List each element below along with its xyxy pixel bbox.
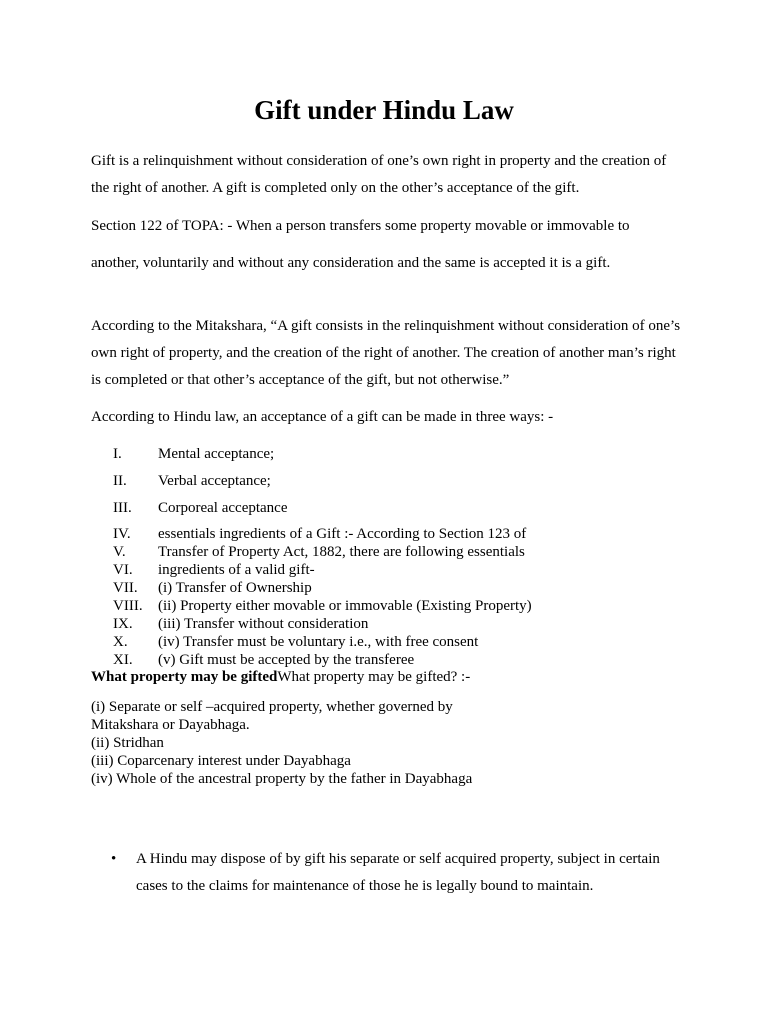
list-number: VI. — [113, 562, 133, 578]
list-text: Transfer of Property Act, 1882, there are following essentials — [158, 544, 525, 560]
property-heading-bold: What property may be gifted — [91, 669, 278, 685]
list-number: II. — [113, 473, 127, 489]
list-text: essentials ingredients of a Gift :- According to Section 123 of — [158, 526, 527, 542]
property-heading — [91, 668, 470, 686]
bullet-text: A Hindu may dispose of by gift his separate or self acquired property, subject in certain cases to the claims for maintenance of those he is legally bound to maintain. — [136, 851, 660, 894]
list-text: (iv) Transfer must be voluntary i.e., with free consent — [158, 634, 479, 650]
mitakshara-paragraph: According to the Mitakshara, “A gift consists in the relinquishment without consideration of one’s own right of property, and the creation of the right of another. The creation of another man’s right is completed or that other’s acceptance of the gift, but not otherwise.” — [91, 318, 681, 388]
list-text: Mental acceptance; — [158, 446, 275, 462]
list-text: (ii) Property either movable or immovable (Existing Property) — [158, 598, 532, 614]
list-number: V. — [113, 544, 126, 560]
property-line: (i) Separate or self –acquired property, whether governed by — [91, 699, 453, 715]
list-number: XI. — [113, 652, 133, 668]
property-line: (ii) Stridhan — [91, 735, 164, 751]
list-text: (v) Gift must be accepted by the transferee — [158, 652, 415, 668]
list-number: VII. — [113, 580, 138, 596]
page-title: Gift under Hindu Law — [254, 95, 514, 125]
intro-paragraph: Gift is a relinquishment without consideration of one’s own right in property and the creation of the right of another. A gift is completed only on the other’s acceptance of the gift. — [91, 153, 667, 196]
property-line: (iv) Whole of the ancestral property by the father in Dayabhaga — [91, 771, 473, 787]
list-number: I. — [113, 446, 122, 462]
list-text: (iii) Transfer without consideration — [158, 616, 369, 632]
property-line: Mitakshara or Dayabhaga. — [91, 717, 250, 733]
list-number: IX. — [113, 616, 133, 632]
list-text: Corporeal acceptance — [158, 500, 288, 516]
property-heading-rest: What property may be gifted? :- — [277, 669, 471, 685]
acceptance-intro: According to Hindu law, an acceptance of a gift can be made in three ways: - — [91, 409, 554, 425]
list-number: X. — [113, 634, 128, 650]
list-text: Verbal acceptance; — [158, 473, 271, 489]
list-text: (i) Transfer of Ownership — [158, 580, 312, 596]
list-text: ingredients of a valid gift- — [158, 562, 315, 578]
section-122-line-1: Section 122 of TOPA: - When a person transfers some property movable or immovable to — [91, 218, 630, 234]
section-122-line-2: another, voluntarily and without any consideration and the same is accepted it is a gift. — [91, 255, 611, 271]
list-number: III. — [113, 500, 132, 516]
list-number: VIII. — [113, 598, 143, 614]
property-line: (iii) Coparcenary interest under Dayabhaga — [91, 753, 351, 769]
list-number: IV. — [113, 526, 131, 542]
bullet-icon: • — [111, 851, 117, 867]
